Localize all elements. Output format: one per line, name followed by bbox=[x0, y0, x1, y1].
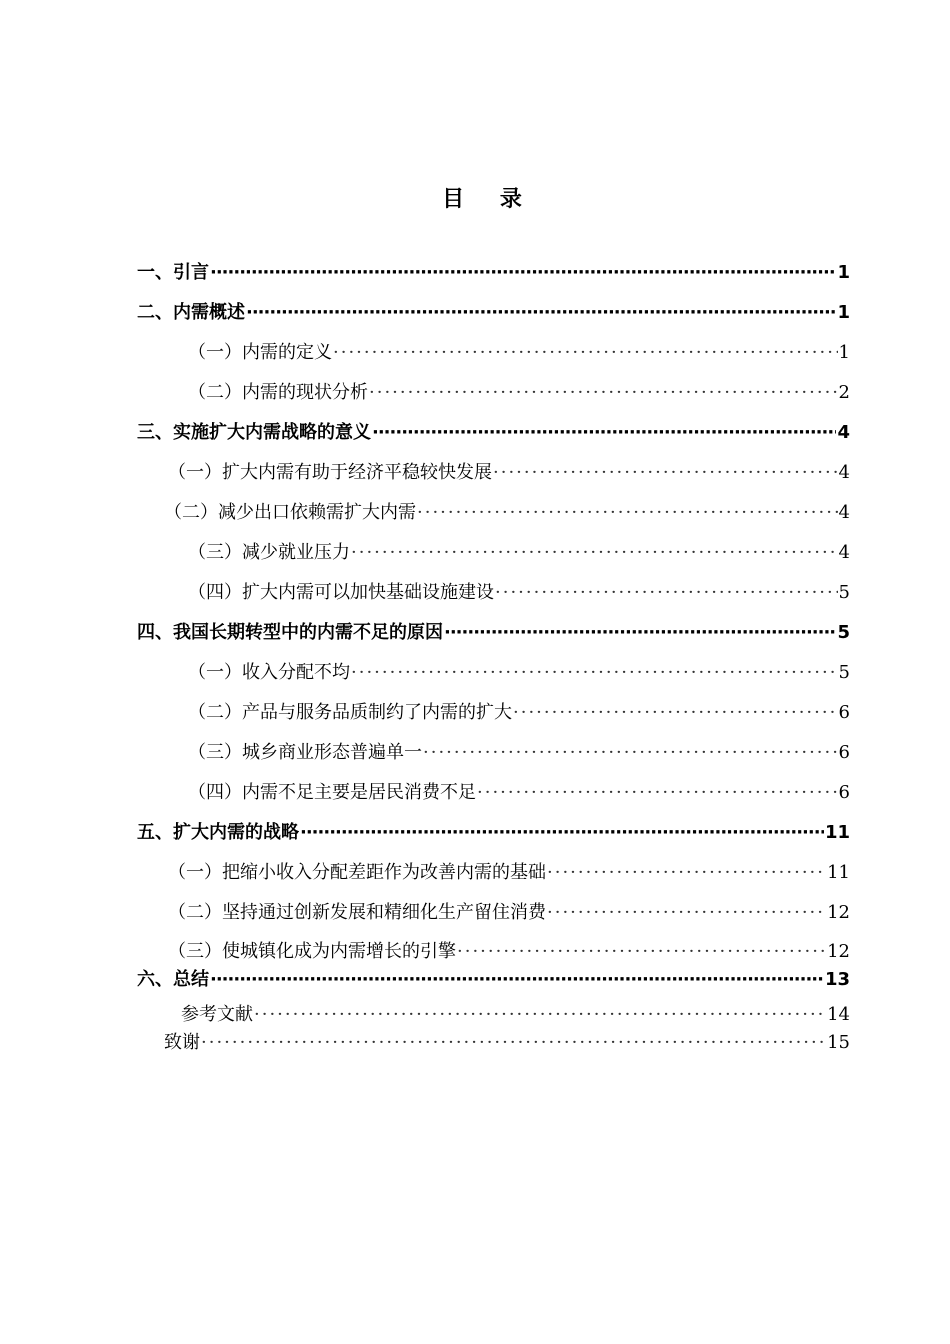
toc-entry[interactable] bbox=[188, 378, 850, 408]
toc-leader-dots bbox=[444, 618, 836, 648]
toc-entry-page: 4 bbox=[838, 502, 850, 523]
toc-entry-label: （四）扩大内需可以加快基础设施建设 bbox=[188, 582, 494, 603]
toc-leader-dots bbox=[333, 338, 838, 368]
toc-leader-dots bbox=[493, 458, 838, 488]
toc-leader-dots bbox=[369, 378, 838, 408]
toc-leader-dots bbox=[423, 738, 838, 768]
toc-entry-label: 一、引言 bbox=[137, 262, 209, 283]
toc-entry[interactable] bbox=[137, 258, 850, 288]
toc-entry-page: 2 bbox=[838, 382, 850, 403]
toc-leader-dots bbox=[417, 498, 838, 528]
toc-entry-label: （二）减少出口依赖需扩大内需 bbox=[164, 502, 416, 523]
toc-entry[interactable] bbox=[188, 778, 850, 808]
toc-leader-dots bbox=[210, 258, 836, 288]
toc-entry-label: 五、扩大内需的战略 bbox=[137, 822, 299, 843]
toc-leader-dots bbox=[351, 658, 838, 688]
toc-entry-page: 11 bbox=[827, 862, 850, 883]
toc-entry-label: （一）内需的定义 bbox=[188, 342, 332, 363]
toc-entry[interactable] bbox=[137, 618, 850, 648]
toc-leader-dots bbox=[457, 937, 826, 967]
toc-entry[interactable] bbox=[137, 418, 850, 448]
toc-entry[interactable] bbox=[188, 738, 850, 768]
toc-entry[interactable] bbox=[168, 937, 850, 967]
toc-entry-label: （二）产品与服务品质制约了内需的扩大 bbox=[188, 702, 512, 723]
toc-entry-page: 15 bbox=[827, 1032, 850, 1053]
toc-entry-label: 参考文献 bbox=[181, 1004, 253, 1025]
toc-entry-label: 二、内需概述 bbox=[137, 302, 245, 323]
toc-entry-page: 4 bbox=[838, 462, 850, 483]
toc-entry-page: 4 bbox=[837, 422, 850, 443]
toc-entry-page: 6 bbox=[838, 742, 850, 763]
toc-entry-page: 11 bbox=[824, 822, 850, 843]
toc-entry-page: 12 bbox=[827, 941, 850, 962]
toc-entry[interactable] bbox=[137, 298, 850, 328]
toc-entry[interactable] bbox=[168, 898, 850, 928]
toc-entry-page: 14 bbox=[827, 1004, 850, 1025]
toc-leader-dots bbox=[547, 858, 826, 888]
toc-entry-label: 三、实施扩大内需战略的意义 bbox=[137, 422, 371, 443]
toc-entry-label: （四）内需不足主要是居民消费不足 bbox=[188, 782, 476, 803]
toc-leader-dots bbox=[351, 538, 838, 568]
toc-entry[interactable] bbox=[188, 658, 850, 688]
toc-entry[interactable] bbox=[168, 458, 850, 488]
toc-entry-label: （二）坚持通过创新发展和精细化生产留住消费 bbox=[168, 902, 546, 923]
toc-entry-page: 4 bbox=[838, 542, 850, 563]
toc-entry-label: （一）把缩小收入分配差距作为改善内需的基础 bbox=[168, 862, 546, 883]
toc-entry[interactable] bbox=[188, 338, 850, 368]
toc-leader-dots bbox=[210, 965, 824, 995]
toc-entry-label: 四、我国长期转型中的内需不足的原因 bbox=[137, 622, 443, 643]
toc-entry-label: （三）使城镇化成为内需增长的引擎 bbox=[168, 941, 456, 962]
toc-entry-page: 1 bbox=[837, 262, 850, 283]
toc-leader-dots bbox=[513, 698, 838, 728]
toc-entry-label: （一）收入分配不均 bbox=[188, 662, 350, 683]
toc-entry-page: 5 bbox=[837, 622, 850, 643]
toc-leader-dots bbox=[246, 298, 836, 328]
toc-entry-label: （一）扩大内需有助于经济平稳较快发展 bbox=[168, 462, 492, 483]
toc-entry[interactable] bbox=[164, 1028, 850, 1058]
toc-entry-page: 13 bbox=[824, 969, 850, 990]
toc-leader-dots bbox=[201, 1028, 826, 1058]
toc-entry[interactable] bbox=[181, 1000, 850, 1030]
toc-entry-label: （三）城乡商业形态普遍单一 bbox=[188, 742, 422, 763]
toc-entry[interactable] bbox=[137, 818, 850, 848]
toc-entry-page: 1 bbox=[837, 302, 850, 323]
toc-entry[interactable] bbox=[188, 538, 850, 568]
toc-leader-dots bbox=[254, 1000, 826, 1030]
toc-leader-dots bbox=[477, 778, 838, 808]
toc-leader-dots bbox=[300, 818, 824, 848]
toc-entry[interactable] bbox=[164, 498, 850, 528]
toc-entry-label: （三）减少就业压力 bbox=[188, 542, 350, 563]
toc-entry-page: 1 bbox=[838, 342, 850, 363]
toc-entry-page: 12 bbox=[827, 902, 850, 923]
toc-leader-dots bbox=[547, 898, 826, 928]
page-title: 目 录 bbox=[442, 187, 536, 212]
toc-entry-page: 5 bbox=[838, 582, 850, 603]
toc-entry-label: 致谢 bbox=[164, 1032, 200, 1053]
toc-entry-label: （二）内需的现状分析 bbox=[188, 382, 368, 403]
toc-entry-page: 6 bbox=[838, 782, 850, 803]
toc-entry-label: 六、总结 bbox=[137, 969, 209, 990]
toc-entry[interactable] bbox=[137, 965, 850, 995]
toc-entry-page: 6 bbox=[838, 702, 850, 723]
toc-entry[interactable] bbox=[188, 578, 850, 608]
toc-leader-dots bbox=[372, 418, 836, 448]
toc-entry[interactable] bbox=[188, 698, 850, 728]
toc-entry[interactable] bbox=[168, 858, 850, 888]
toc-entry-page: 5 bbox=[838, 662, 850, 683]
toc-leader-dots bbox=[495, 578, 838, 608]
